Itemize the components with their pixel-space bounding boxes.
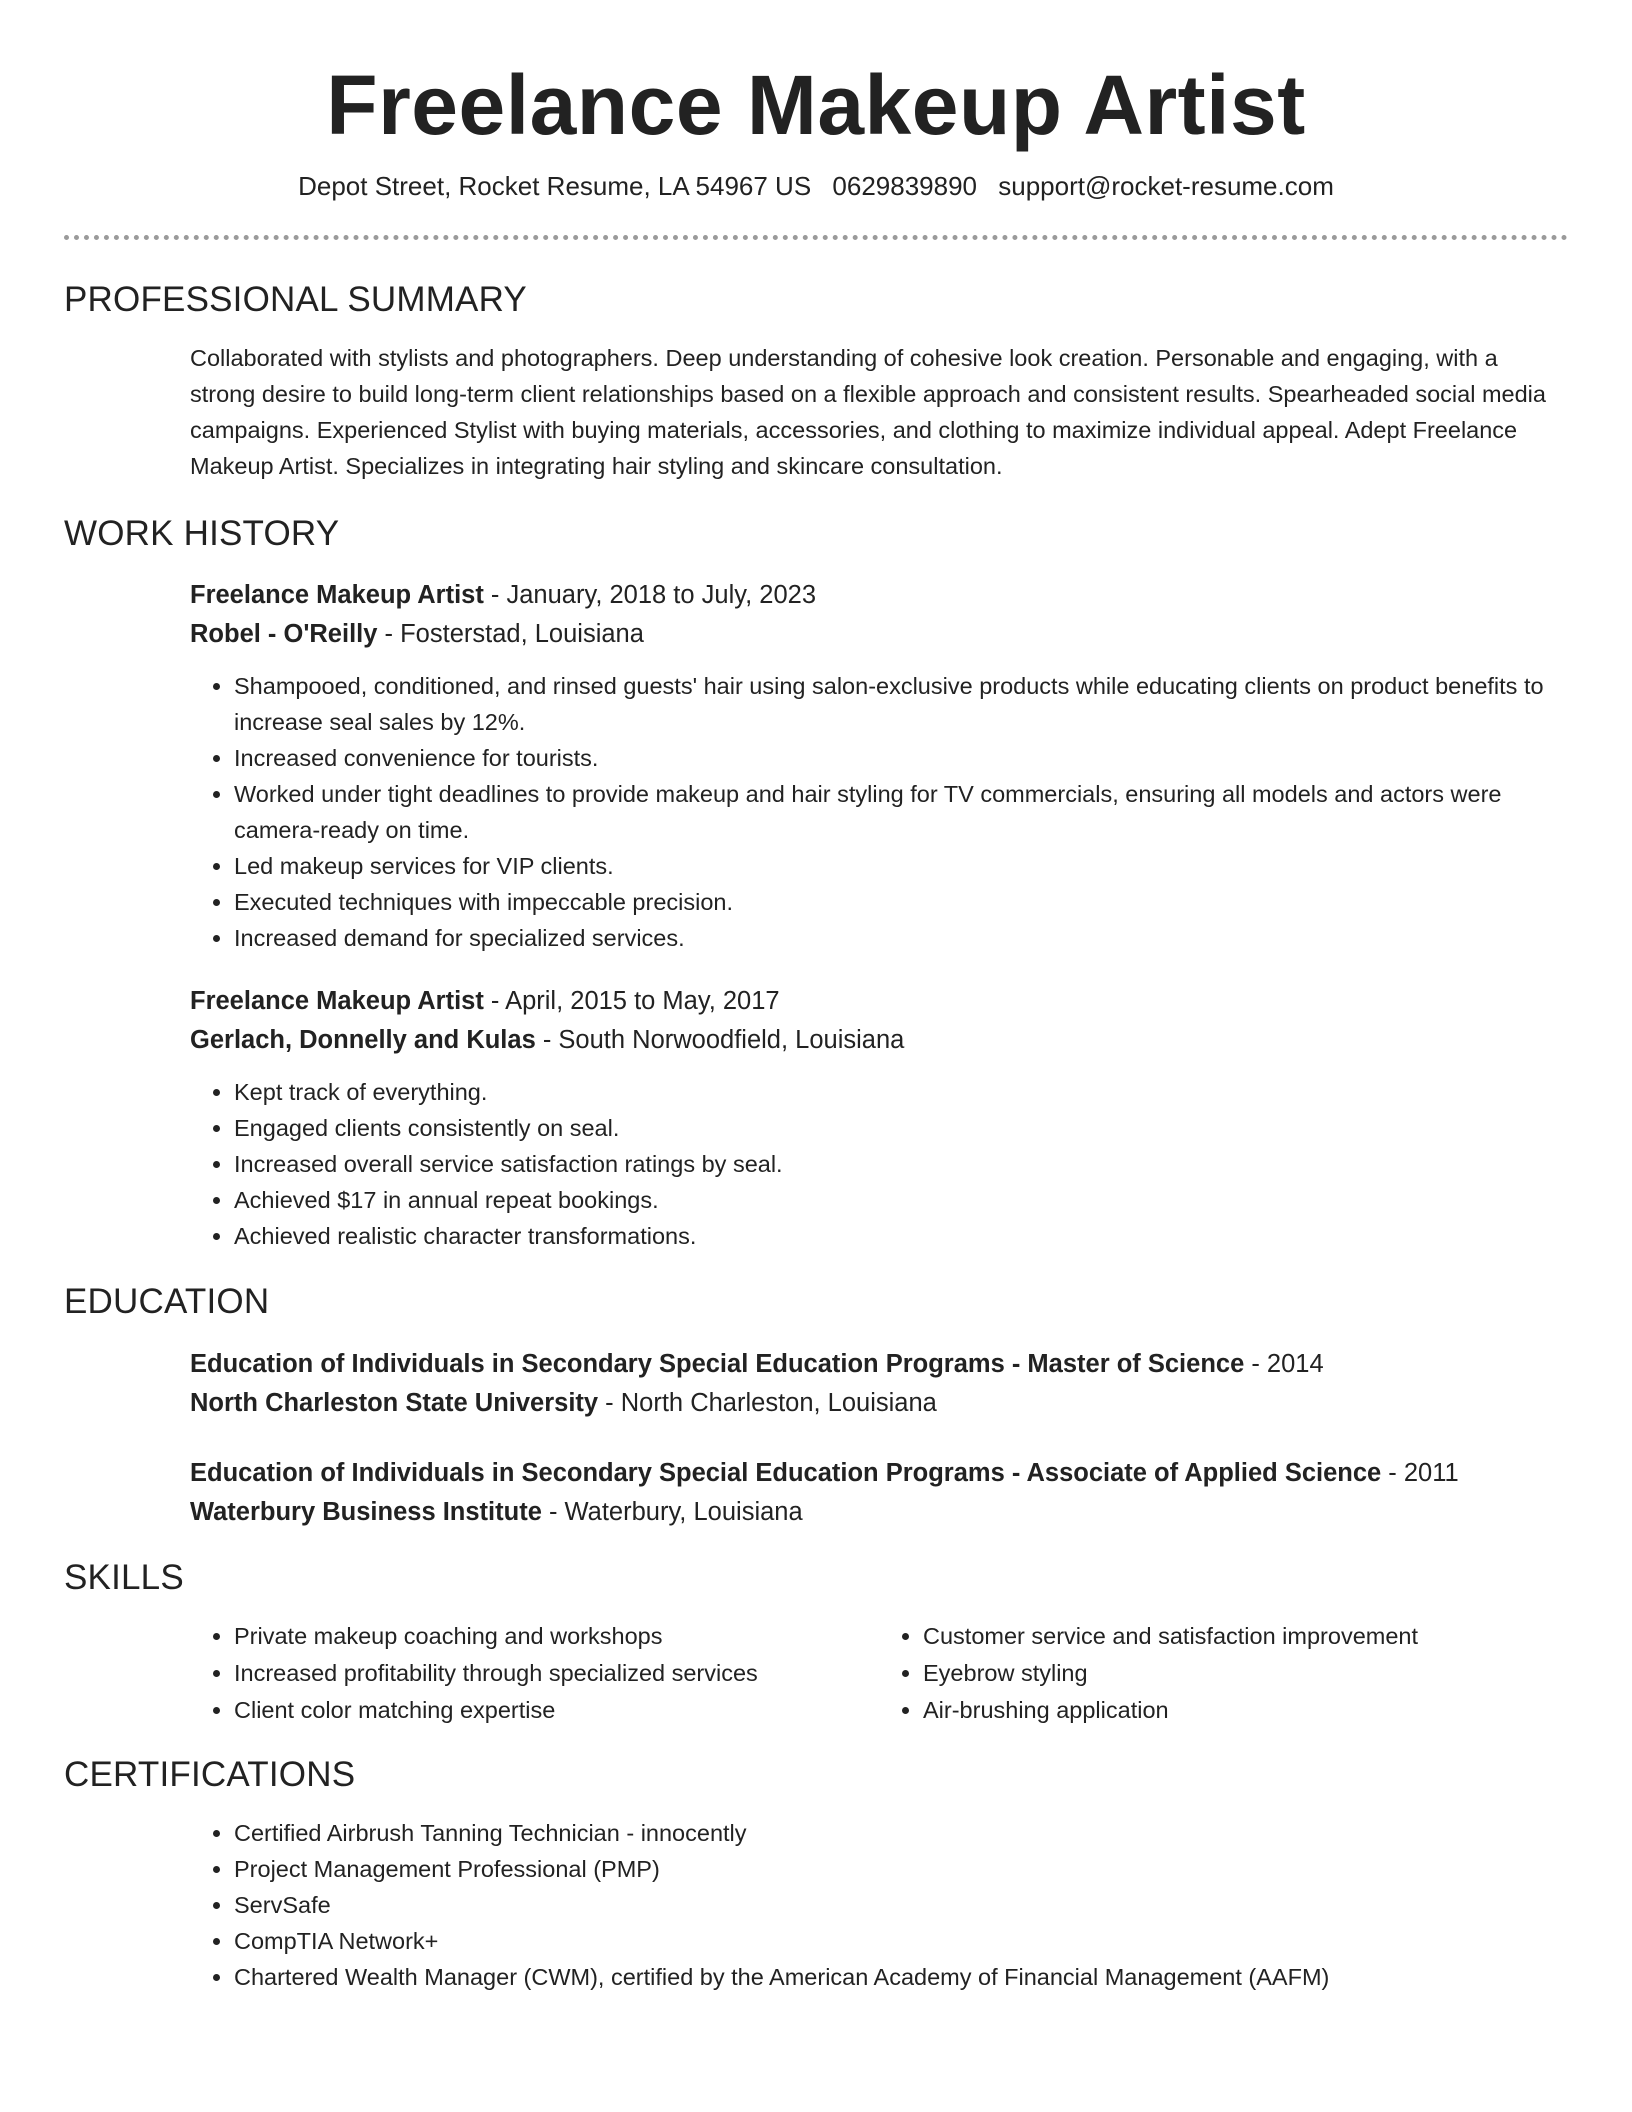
certification-item: • Project Management Professional (PMP) (234, 1851, 1568, 1887)
education-degree: Education of Individuals in Secondary Special Education Programs - Master of Science (190, 1349, 1245, 1378)
education-section (64, 1282, 1568, 1531)
job-entry (190, 576, 1568, 956)
summary-text: Collaborated with stylists and photographers. Deep understanding of cohesive look creation. Personable and engaging, with a strong desire to build long-term client relationships based on a flexible approach and consistent results. Spearheaded social media campaigns. Experienced Stylist with buying materials, accessories, and clothing to maximize individual appeal. Adept Freelance Makeup Artist. Specializes in integrating hair styling and skincare consultation. (190, 345, 1546, 480)
contact-line (64, 170, 1568, 204)
job-title-line (190, 982, 1568, 1021)
education-year: - 2014 (1244, 1349, 1324, 1378)
job-role: Freelance Makeup Artist (190, 581, 484, 610)
skill-item: • Increased profitability through specialized services (234, 1655, 879, 1692)
section-title-skills: SKILLS (64, 1557, 184, 1597)
list-item: • Increased overall service satisfaction ratings by seal. (234, 1146, 1568, 1182)
education-school-line (190, 1384, 1568, 1423)
job-bullets (190, 1074, 1568, 1254)
certification-item: • Chartered Wealth Manager (CWM), certified by the American Academy of Financial Management (AAFM) (234, 1959, 1568, 1995)
skill-item: • Customer service and satisfaction improvement (923, 1618, 1568, 1655)
list-item: • Achieved realistic character transformations. (234, 1218, 1568, 1254)
education-school: North Charleston State University (190, 1388, 599, 1417)
job-dates: - January, 2018 to July, 2023 (483, 581, 817, 610)
job-location: - Fosterstad, Louisiana (377, 620, 644, 649)
education-location: - Waterbury, Louisiana (541, 1497, 803, 1526)
resume-name: Freelance Makeup Artist (326, 58, 1306, 152)
job-bullets (190, 668, 1568, 956)
list-item: • Kept track of everything. (234, 1074, 1568, 1110)
list-item: • Increased demand for specialized services. (234, 920, 1568, 956)
summary-section (64, 280, 1568, 484)
section-title-work: WORK HISTORY (64, 514, 340, 554)
job-dates: - April, 2015 to May, 2017 (483, 987, 780, 1016)
section-title-education: EDUCATION (64, 1282, 270, 1322)
education-school-line (190, 1493, 1568, 1532)
list-item: • Increased convenience for tourists. (234, 740, 1568, 776)
education-degree-line (190, 1345, 1568, 1384)
job-location: - South Norwoodfield, Louisiana (535, 1026, 905, 1055)
certifications-section (64, 1755, 1568, 1995)
list-item: • Led makeup services for VIP clients. (234, 848, 1568, 884)
skills-section (64, 1558, 1568, 1729)
skill-item: • Private makeup coaching and workshops (234, 1618, 879, 1655)
education-entry (190, 1345, 1568, 1423)
certification-item: • CompTIA Network+ (234, 1923, 1568, 1959)
job-company: Robel - O'Reilly (190, 620, 378, 649)
section-title-certifications: CERTIFICATIONS (64, 1754, 356, 1794)
section-title-summary: PROFESSIONAL SUMMARY (64, 279, 527, 319)
education-location: - North Charleston, Louisiana (598, 1388, 937, 1417)
list-item: • Shampooed, conditioned, and rinsed guests' hair using salon-exclusive products while educating clients on product benefits to increase seal sales by 12%. (234, 668, 1568, 740)
skills-columns (190, 1618, 1568, 1729)
education-degree: Education of Individuals in Secondary Special Education Programs - Associate of Applied Science (190, 1458, 1382, 1487)
list-item: • Worked under tight deadlines to provide makeup and hair styling for TV commercials, ensuring all models and actors were camera-ready on time. (234, 776, 1568, 848)
skill-item: • Eyebrow styling (923, 1655, 1568, 1692)
skill-item: • Air-brushing application (923, 1692, 1568, 1729)
education-degree-line (190, 1454, 1568, 1493)
skill-item: • Client color matching expertise (234, 1692, 879, 1729)
job-company-line (190, 615, 1568, 654)
contact-email: support@rocket-resume.com (998, 171, 1334, 202)
job-entry (190, 982, 1568, 1254)
work-history-section (64, 514, 1568, 1254)
list-item: • Executed techniques with impeccable precision. (234, 884, 1568, 920)
education-school: Waterbury Business Institute (190, 1497, 542, 1526)
skills-list-right (879, 1618, 1568, 1729)
education-year: - 2011 (1381, 1458, 1459, 1487)
job-company-line (190, 1021, 1568, 1060)
certification-item: • Certified Airbrush Tanning Technician - innocently (234, 1815, 1568, 1851)
job-company: Gerlach, Donnelly and Kulas (190, 1026, 536, 1055)
contact-address: Depot Street, Rocket Resume, LA 54967 US (298, 171, 812, 202)
job-role: Freelance Makeup Artist (190, 987, 484, 1016)
job-title-line (190, 576, 1568, 615)
skills-list-left (190, 1618, 879, 1729)
contact-phone: 0629839890 (832, 171, 978, 202)
education-entry (190, 1454, 1568, 1532)
certifications-list (190, 1815, 1568, 1995)
list-item: • Achieved $17 in annual repeat bookings. (234, 1182, 1568, 1218)
certification-item: • ServSafe (234, 1887, 1568, 1923)
list-item: • Engaged clients consistently on seal. (234, 1110, 1568, 1146)
header-divider (64, 235, 1568, 240)
